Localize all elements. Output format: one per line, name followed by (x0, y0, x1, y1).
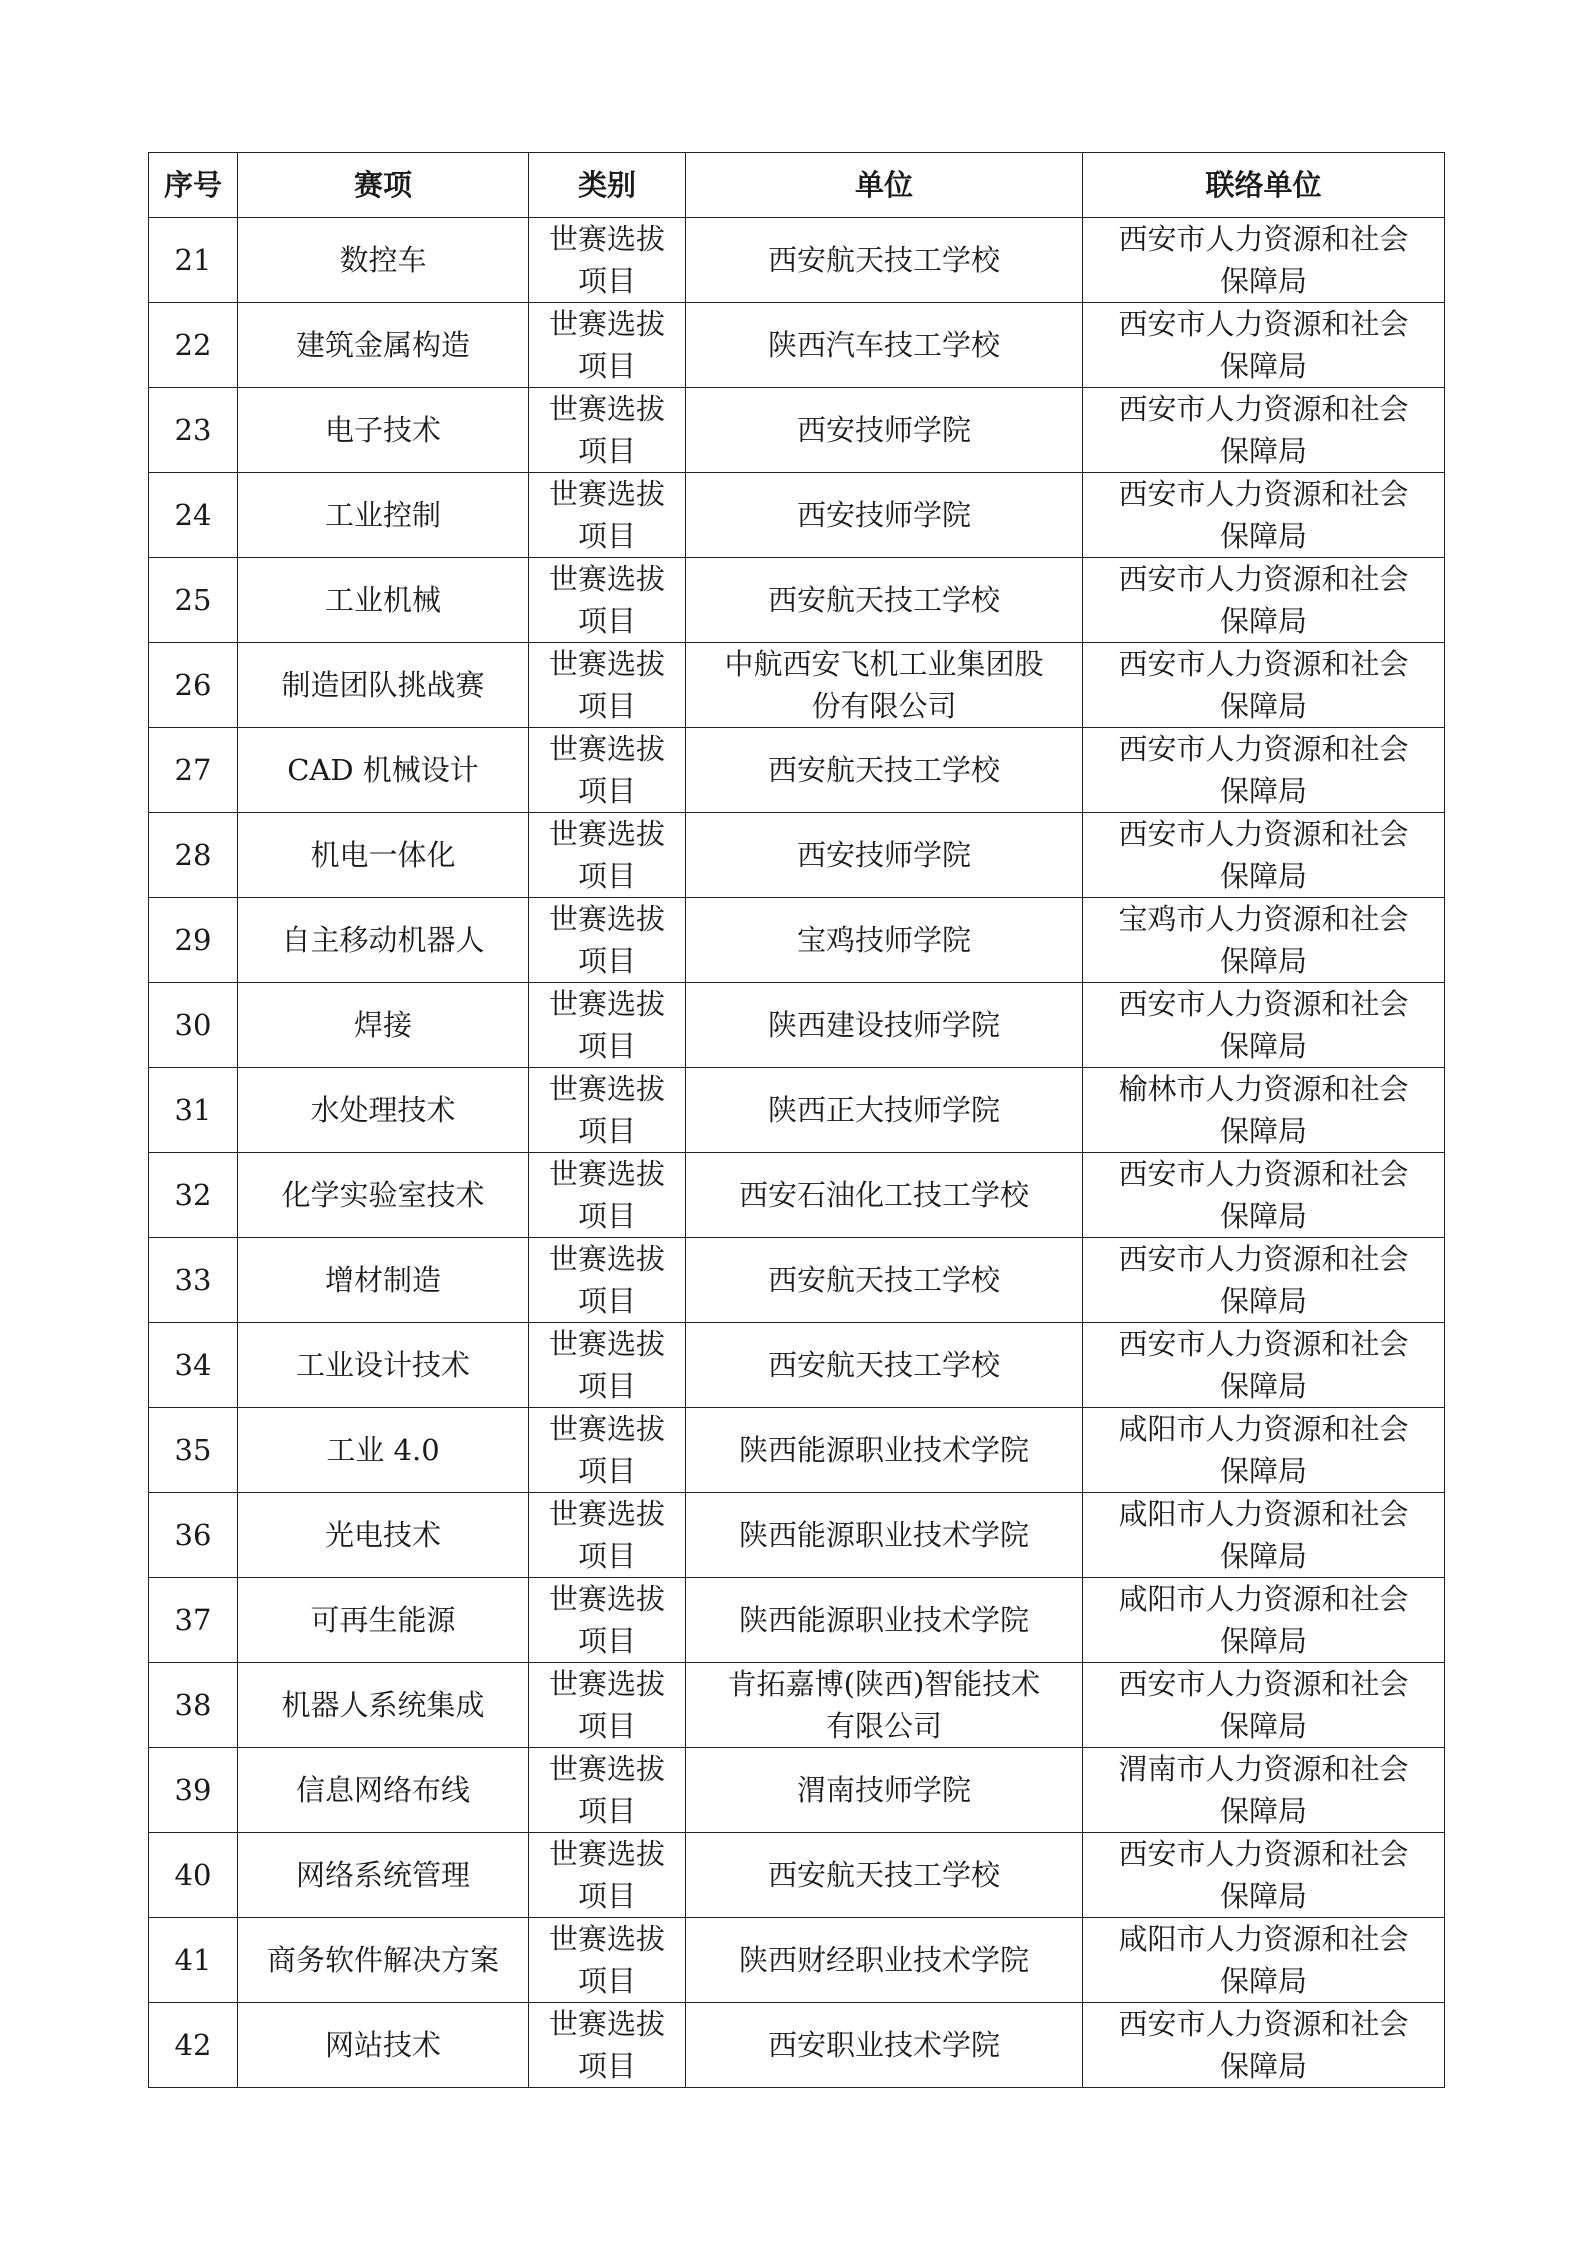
category-line: 世赛选拔 (548, 902, 665, 936)
row-unit (686, 473, 1083, 558)
table-row (149, 1748, 1445, 1833)
row-event: 建筑金属构造 (238, 303, 529, 388)
row-unit (686, 898, 1083, 983)
row-seq: 28 (149, 813, 238, 898)
row-event: 工业控制 (238, 473, 529, 558)
row-seq: 35 (149, 1408, 238, 1493)
unit-line: 西安航天技工学校 (767, 1348, 1000, 1382)
table-row (149, 1153, 1445, 1238)
row-seq: 26 (149, 643, 238, 728)
unit-line: 陕西财经职业技术学院 (738, 1943, 1029, 1977)
row-category (529, 218, 686, 303)
table-row (149, 2003, 1445, 2088)
table-row (149, 1323, 1445, 1408)
row-liaison (1083, 1918, 1445, 2003)
unit-line: 陕西建设技师学院 (767, 1008, 1000, 1042)
row-seq: 29 (149, 898, 238, 983)
table-row (149, 1578, 1445, 1663)
row-event: 增材制造 (238, 1238, 529, 1323)
liaison-line: 西安市人力资源和社会 (1118, 647, 1409, 681)
category-line: 项目 (577, 944, 636, 978)
liaison-line: 保障局 (1219, 1029, 1307, 1063)
row-category (529, 303, 686, 388)
category-line: 世赛选拔 (548, 1497, 665, 1531)
liaison-line: 西安市人力资源和社会 (1118, 1242, 1409, 1276)
table-row (149, 218, 1445, 303)
row-seq: 23 (149, 388, 238, 473)
header-row (149, 153, 1445, 218)
liaison-line: 咸阳市人力资源和社会 (1118, 1582, 1409, 1616)
row-unit (686, 218, 1083, 303)
row-event: 工业 4.0 (238, 1408, 529, 1493)
table-header (149, 153, 1445, 218)
category-line: 世赛选拔 (548, 1667, 665, 1701)
liaison-line: 保障局 (1219, 1624, 1307, 1658)
liaison-line: 保障局 (1219, 1369, 1307, 1403)
liaison-line: 西安市人力资源和社会 (1118, 477, 1409, 511)
category-line: 世赛选拔 (548, 987, 665, 1021)
row-liaison (1083, 1238, 1445, 1323)
unit-line: 西安航天技工学校 (767, 1263, 1000, 1297)
liaison-line: 西安市人力资源和社会 (1118, 222, 1409, 256)
row-unit (686, 1238, 1083, 1323)
row-event: 数控车 (238, 218, 529, 303)
category-line: 项目 (577, 774, 636, 808)
row-category (529, 1748, 686, 1833)
table-row (149, 1833, 1445, 1918)
row-liaison (1083, 1578, 1445, 1663)
row-unit (686, 388, 1083, 473)
row-unit (686, 643, 1083, 728)
row-liaison (1083, 643, 1445, 728)
row-event: 自主移动机器人 (238, 898, 529, 983)
table-row (149, 1493, 1445, 1578)
category-line: 项目 (577, 264, 636, 298)
category-line: 项目 (577, 689, 636, 723)
row-category (529, 1493, 686, 1578)
row-unit (686, 303, 1083, 388)
category-line: 项目 (577, 434, 636, 468)
unit-line: 渭南技师学院 (796, 1773, 971, 1807)
row-unit (686, 728, 1083, 813)
table-row (149, 1238, 1445, 1323)
row-liaison (1083, 813, 1445, 898)
liaison-line: 咸阳市人力资源和社会 (1118, 1412, 1409, 1446)
table-row (149, 898, 1445, 983)
row-unit (686, 558, 1083, 643)
row-event: 工业设计技术 (238, 1323, 529, 1408)
row-liaison (1083, 1153, 1445, 1238)
table-row (149, 983, 1445, 1068)
category-line: 项目 (577, 1454, 636, 1488)
header-seq: 序号 (149, 153, 238, 218)
row-category (529, 1323, 686, 1408)
unit-line: 西安石油化工技工学校 (738, 1178, 1029, 1212)
category-line: 项目 (577, 859, 636, 893)
category-line: 世赛选拔 (548, 1582, 665, 1616)
table-row (149, 1068, 1445, 1153)
table-body (149, 218, 1445, 2088)
table-row (149, 303, 1445, 388)
unit-line: 宝鸡技师学院 (796, 923, 971, 957)
row-category (529, 558, 686, 643)
row-event: 网站技术 (238, 2003, 529, 2088)
category-line: 项目 (577, 1794, 636, 1828)
row-seq: 32 (149, 1153, 238, 1238)
row-category (529, 1578, 686, 1663)
unit-line: 肯拓嘉博(陕西)智能技术 (727, 1667, 1041, 1701)
row-seq: 34 (149, 1323, 238, 1408)
row-event: 工业机械 (238, 558, 529, 643)
row-liaison (1083, 303, 1445, 388)
row-category (529, 2003, 686, 2088)
row-unit (686, 1493, 1083, 1578)
row-category (529, 1238, 686, 1323)
category-line: 项目 (577, 1539, 636, 1573)
unit-line: 西安航天技工学校 (767, 243, 1000, 277)
category-line: 项目 (577, 1879, 636, 1913)
category-line: 世赛选拔 (548, 1327, 665, 1361)
unit-line: 陕西汽车技工学校 (767, 328, 1000, 362)
row-seq: 22 (149, 303, 238, 388)
row-unit (686, 1153, 1083, 1238)
liaison-line: 保障局 (1219, 1709, 1307, 1743)
row-seq: 21 (149, 218, 238, 303)
row-event: 水处理技术 (238, 1068, 529, 1153)
category-line: 世赛选拔 (548, 647, 665, 681)
liaison-line: 保障局 (1219, 689, 1307, 723)
category-line: 世赛选拔 (548, 1157, 665, 1191)
row-unit (686, 2003, 1083, 2088)
table-row (149, 813, 1445, 898)
liaison-line: 保障局 (1219, 859, 1307, 893)
category-line: 项目 (577, 519, 636, 553)
row-category (529, 1153, 686, 1238)
liaison-line: 保障局 (1219, 434, 1307, 468)
header-liaison: 联络单位 (1083, 153, 1445, 218)
row-event: 光电技术 (238, 1493, 529, 1578)
liaison-line: 咸阳市人力资源和社会 (1118, 1497, 1409, 1531)
row-unit (686, 1578, 1083, 1663)
category-line: 世赛选拔 (548, 1752, 665, 1786)
unit-line: 陕西能源职业技术学院 (738, 1603, 1029, 1637)
liaison-line: 保障局 (1219, 1539, 1307, 1573)
row-seq: 40 (149, 1833, 238, 1918)
row-event: 制造团队挑战赛 (238, 643, 529, 728)
liaison-line: 保障局 (1219, 604, 1307, 638)
row-category (529, 728, 686, 813)
row-event: 焊接 (238, 983, 529, 1068)
row-liaison (1083, 1833, 1445, 1918)
unit-line: 西安技师学院 (796, 838, 971, 872)
category-line: 项目 (577, 1284, 636, 1318)
liaison-line: 保障局 (1219, 1284, 1307, 1318)
row-seq: 42 (149, 2003, 238, 2088)
liaison-line: 西安市人力资源和社会 (1118, 1837, 1409, 1871)
category-line: 项目 (577, 2049, 636, 2083)
row-event: 化学实验室技术 (238, 1153, 529, 1238)
row-seq: 30 (149, 983, 238, 1068)
table-row (149, 728, 1445, 813)
row-event: 机电一体化 (238, 813, 529, 898)
category-line: 项目 (577, 349, 636, 383)
row-category (529, 1068, 686, 1153)
liaison-line: 渭南市人力资源和社会 (1118, 1752, 1409, 1786)
unit-line: 中航西安飞机工业集团股 (724, 647, 1044, 681)
row-liaison (1083, 1748, 1445, 1833)
row-seq: 37 (149, 1578, 238, 1663)
category-line: 项目 (577, 1624, 636, 1658)
unit-line: 西安职业技术学院 (767, 2028, 1000, 2062)
row-unit (686, 1833, 1083, 1918)
category-line: 项目 (577, 604, 636, 638)
unit-line: 陕西能源职业技术学院 (738, 1518, 1029, 1552)
category-line: 世赛选拔 (548, 1922, 665, 1956)
row-seq: 39 (149, 1748, 238, 1833)
table-row (149, 1408, 1445, 1493)
liaison-line: 保障局 (1219, 774, 1307, 808)
category-line: 世赛选拔 (548, 1412, 665, 1446)
category-line: 世赛选拔 (548, 1242, 665, 1276)
table-row (149, 388, 1445, 473)
liaison-line: 西安市人力资源和社会 (1118, 732, 1409, 766)
liaison-line: 西安市人力资源和社会 (1118, 987, 1409, 1021)
row-unit (686, 983, 1083, 1068)
row-liaison (1083, 1408, 1445, 1493)
category-line: 世赛选拔 (548, 732, 665, 766)
category-line: 项目 (577, 1199, 636, 1233)
row-event: 可再生能源 (238, 1578, 529, 1663)
row-liaison (1083, 2003, 1445, 2088)
row-seq: 25 (149, 558, 238, 643)
row-event: 电子技术 (238, 388, 529, 473)
header-event: 赛项 (238, 153, 529, 218)
category-line: 世赛选拔 (548, 307, 665, 341)
liaison-line: 西安市人力资源和社会 (1118, 307, 1409, 341)
liaison-line: 保障局 (1219, 349, 1307, 383)
row-category (529, 898, 686, 983)
category-line: 项目 (577, 1709, 636, 1743)
liaison-line: 保障局 (1219, 1114, 1307, 1148)
unit-line: 西安航天技工学校 (767, 1858, 1000, 1892)
liaison-line: 保障局 (1219, 1199, 1307, 1233)
liaison-line: 保障局 (1219, 944, 1307, 978)
category-line: 项目 (577, 1964, 636, 1998)
liaison-line: 宝鸡市人力资源和社会 (1118, 902, 1409, 936)
liaison-line: 保障局 (1219, 519, 1307, 553)
row-seq: 36 (149, 1493, 238, 1578)
category-line: 项目 (577, 1114, 636, 1148)
row-seq: 38 (149, 1663, 238, 1748)
row-seq: 31 (149, 1068, 238, 1153)
liaison-line: 榆林市人力资源和社会 (1118, 1072, 1409, 1106)
category-line: 世赛选拔 (548, 1837, 665, 1871)
row-category (529, 813, 686, 898)
row-liaison (1083, 1323, 1445, 1408)
liaison-line: 西安市人力资源和社会 (1118, 1667, 1409, 1701)
row-liaison (1083, 983, 1445, 1068)
row-unit (686, 1918, 1083, 2003)
category-line: 项目 (577, 1029, 636, 1063)
row-category (529, 1663, 686, 1748)
liaison-line: 西安市人力资源和社会 (1118, 392, 1409, 426)
category-line: 世赛选拔 (548, 222, 665, 256)
row-liaison (1083, 1068, 1445, 1153)
liaison-line: 咸阳市人力资源和社会 (1118, 1922, 1409, 1956)
liaison-line: 保障局 (1219, 1879, 1307, 1913)
table-row (149, 1918, 1445, 2003)
row-unit (686, 1068, 1083, 1153)
row-unit (686, 1408, 1083, 1493)
liaison-line: 西安市人力资源和社会 (1118, 562, 1409, 596)
liaison-line: 保障局 (1219, 2049, 1307, 2083)
unit-line: 西安航天技工学校 (767, 753, 1000, 787)
unit-line: 西安航天技工学校 (767, 583, 1000, 617)
row-category (529, 1918, 686, 2003)
unit-line: 陕西能源职业技术学院 (738, 1433, 1029, 1467)
row-category (529, 643, 686, 728)
table-row (149, 643, 1445, 728)
category-line: 世赛选拔 (548, 817, 665, 851)
row-liaison (1083, 898, 1445, 983)
row-event: 机器人系统集成 (238, 1663, 529, 1748)
row-seq: 33 (149, 1238, 238, 1323)
liaison-line: 西安市人力资源和社会 (1118, 1157, 1409, 1191)
unit-line: 有限公司 (825, 1709, 942, 1743)
liaison-line: 西安市人力资源和社会 (1118, 2007, 1409, 2041)
row-liaison (1083, 728, 1445, 813)
row-liaison (1083, 218, 1445, 303)
category-line: 世赛选拔 (548, 1072, 665, 1106)
row-liaison (1083, 388, 1445, 473)
row-category (529, 473, 686, 558)
header-unit: 单位 (686, 153, 1083, 218)
row-category (529, 983, 686, 1068)
row-unit (686, 813, 1083, 898)
row-event: CAD 机械设计 (238, 728, 529, 813)
header-category: 类别 (529, 153, 686, 218)
row-liaison (1083, 473, 1445, 558)
liaison-line: 保障局 (1219, 1794, 1307, 1828)
category-line: 项目 (577, 1369, 636, 1403)
liaison-line: 保障局 (1219, 1454, 1307, 1488)
unit-line: 西安技师学院 (796, 413, 971, 447)
row-event: 信息网络布线 (238, 1748, 529, 1833)
row-event: 网络系统管理 (238, 1833, 529, 1918)
liaison-line: 保障局 (1219, 264, 1307, 298)
table-row (149, 558, 1445, 643)
liaison-line: 西安市人力资源和社会 (1118, 1327, 1409, 1361)
unit-line: 陕西正大技师学院 (767, 1093, 1000, 1127)
category-line: 世赛选拔 (548, 2007, 665, 2041)
row-liaison (1083, 1493, 1445, 1578)
unit-line: 份有限公司 (811, 689, 957, 723)
liaison-line: 西安市人力资源和社会 (1118, 817, 1409, 851)
row-liaison (1083, 1663, 1445, 1748)
liaison-line: 保障局 (1219, 1964, 1307, 1998)
row-unit (686, 1748, 1083, 1833)
category-line: 世赛选拔 (548, 392, 665, 426)
row-unit (686, 1323, 1083, 1408)
roster-table (148, 152, 1445, 2088)
table-row (149, 1663, 1445, 1748)
row-liaison (1083, 558, 1445, 643)
unit-line: 西安技师学院 (796, 498, 971, 532)
row-event: 商务软件解决方案 (238, 1918, 529, 2003)
row-seq: 27 (149, 728, 238, 813)
category-line: 世赛选拔 (548, 562, 665, 596)
row-seq: 24 (149, 473, 238, 558)
row-seq: 41 (149, 1918, 238, 2003)
row-category (529, 1833, 686, 1918)
row-category (529, 1408, 686, 1493)
category-line: 世赛选拔 (548, 477, 665, 511)
row-unit (686, 1663, 1083, 1748)
row-category (529, 388, 686, 473)
table-row (149, 473, 1445, 558)
